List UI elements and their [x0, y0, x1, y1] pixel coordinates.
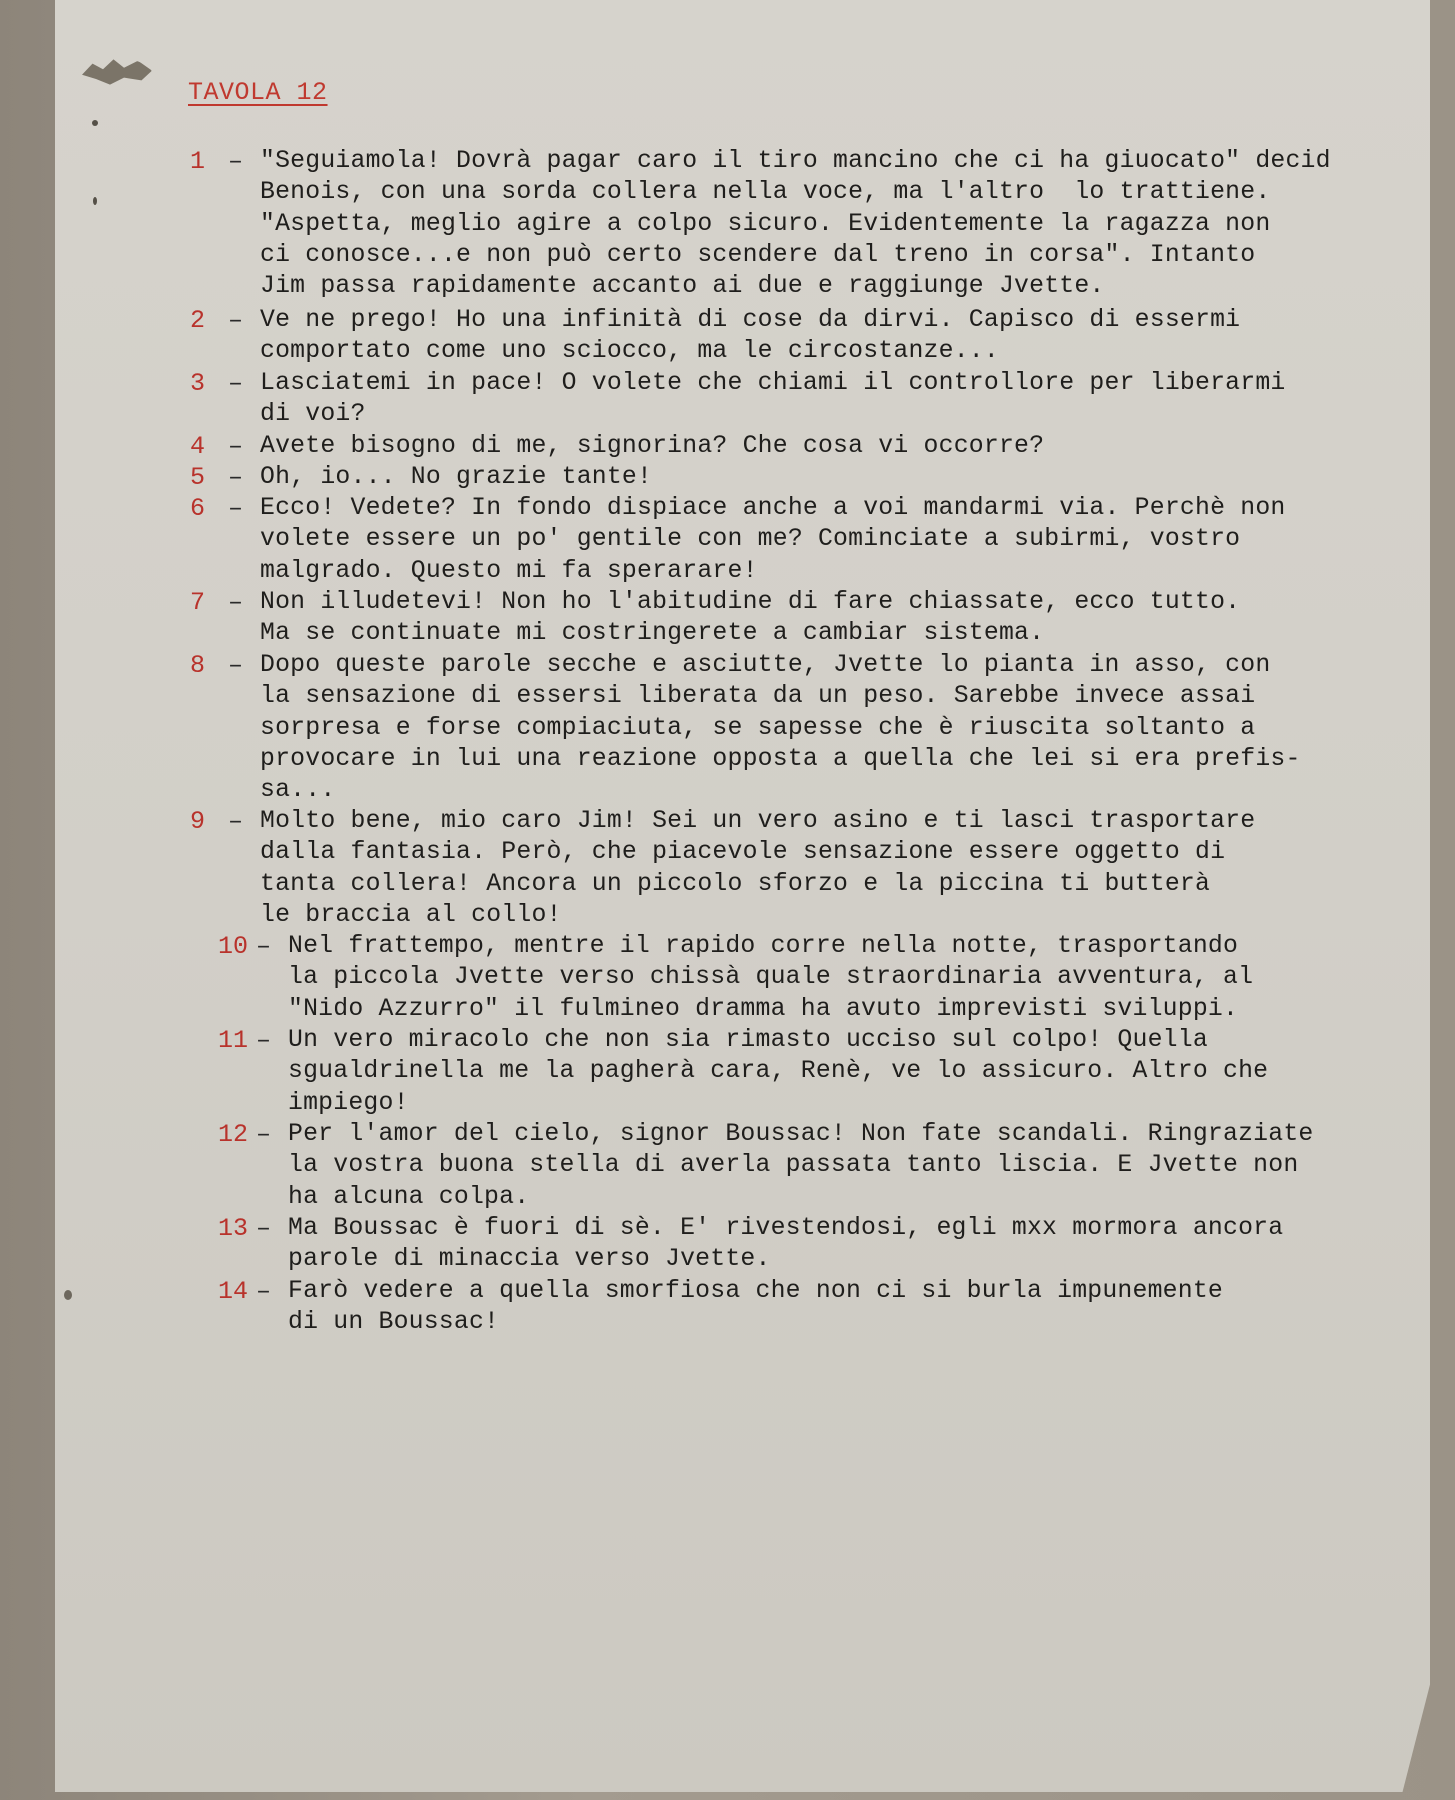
item-number: 5 [190, 463, 206, 492]
item-text [260, 146, 1331, 302]
text-line: dalla fantasia. Però, che piacevole sensazione essere oggetto di [260, 838, 1226, 867]
item-number: 2 [190, 306, 206, 335]
item-text [260, 368, 1285, 431]
item-number: 8 [190, 651, 206, 680]
text-line: Oh, io... No grazie tante! [260, 463, 653, 491]
text-line: Jim passa rapidamente accanto ai due e raggiunge Jvette. [260, 272, 1105, 301]
item-text [288, 1025, 1268, 1119]
item-dash: – [256, 1026, 272, 1055]
item-text [260, 305, 1240, 368]
text-line: ha alcuna colpa. [288, 1182, 530, 1211]
item-text [288, 931, 1253, 1025]
text-line: tanta collera! Ancora un piccolo sforzo e la piccina ti butterà [260, 869, 1211, 898]
text-line: sa... [260, 776, 336, 805]
text-line: Ecco! Vedete? In fondo dispiace anche a voi mandarmi via. Perchè non [260, 494, 1286, 522]
item-number: 3 [190, 369, 206, 398]
text-line: comportato come uno sciocco, ma le circostanze... [260, 337, 999, 366]
item-dash: – [228, 494, 244, 523]
item-text [288, 1276, 1223, 1339]
item-dash: – [228, 651, 244, 680]
text-line: Nel frattempo, mentre il rapido corre nella notte, trasportando [288, 932, 1239, 960]
text-line: impiego! [288, 1088, 409, 1117]
text-line: parole di minaccia verso Jvette. [288, 1245, 771, 1274]
staple-hole-mark [64, 1290, 72, 1300]
item-dash: – [228, 588, 244, 617]
text-line: Farò vedere a quella smorfiosa che non ci si burla impunemente [288, 1277, 1223, 1305]
item-text [260, 587, 1240, 650]
item-dash: – [228, 369, 244, 398]
item-number: 11 [218, 1026, 249, 1055]
text-line: la sensazione di essersi liberata da un peso. Sarebbe invece assai [260, 682, 1256, 711]
item-number: 14 [218, 1277, 249, 1306]
text-line: malgrado. Questo mi fa sperarare! [260, 556, 758, 585]
text-line: la piccola Jvette verso chissà quale straordinaria avventura, al [288, 963, 1254, 992]
staple-hole-mark [92, 120, 98, 126]
item-number: 9 [190, 807, 206, 836]
page-title: TAVOLA 12 [188, 78, 328, 107]
text-line: provocare in lui una reazione opposta a quella che lei si era prefis- [260, 744, 1301, 773]
text-line: Lasciatemi in pace! O volete che chiami il controllore per liberarmi [260, 369, 1286, 397]
item-text [288, 1213, 1283, 1276]
text-line: Non illudetevi! Non ho l'abitudine di fare chiassate, ecco tutto. [260, 588, 1241, 616]
item-dash: – [228, 306, 244, 335]
item-number: 13 [218, 1214, 249, 1243]
text-line: Molto bene, mio caro Jim! Sei un vero asino e ti lasci trasportare [260, 807, 1256, 835]
item-dash: – [256, 1277, 272, 1306]
item-number: 10 [218, 932, 249, 961]
text-line: Avete bisogno di me, signorina? Che cosa vi occorre? [260, 432, 1045, 460]
item-dash: – [256, 1214, 272, 1243]
item-dash: – [228, 147, 244, 176]
item-text [260, 650, 1301, 806]
text-line: la vostra buona stella di averla passata tanto liscia. E Jvette non [288, 1151, 1299, 1180]
item-text [260, 806, 1255, 931]
item-number: 12 [218, 1120, 249, 1149]
item-number: 6 [190, 494, 206, 523]
text-line: di voi? [260, 400, 366, 429]
item-text [260, 431, 1044, 462]
text-line: ci conosce...e non può certo scendere dal treno in corsa". Intanto [260, 240, 1256, 269]
item-dash: – [228, 432, 244, 461]
item-number: 4 [190, 432, 206, 461]
item-number: 7 [190, 588, 206, 617]
text-line: "Seguiamola! Dovrà pagar caro il tiro mancino che ci ha giuocato" decid [260, 147, 1331, 175]
item-dash: – [256, 932, 272, 961]
item-number: 1 [190, 147, 206, 176]
item-dash: – [228, 807, 244, 836]
item-text [260, 462, 652, 493]
text-line: di un Boussac! [288, 1308, 500, 1337]
text-line: sorpresa e forse compiaciuta, se sapesse che è riuscita soltanto a [260, 713, 1256, 742]
text-line: Per l'amor del cielo, signor Boussac! Non fate scandali. Ringraziate [288, 1120, 1314, 1148]
text-line: "Nido Azzurro" il fulmineo dramma ha avuto imprevisti sviluppi. [288, 994, 1239, 1023]
text-line: Benois, con una sorda collera nella voce, ma l'altro lo trattiene. [260, 178, 1271, 207]
item-text [260, 493, 1285, 587]
item-dash: – [228, 463, 244, 492]
text-line: "Aspetta, meglio agire a colpo sicuro. Evidentemente la ragazza non [260, 209, 1271, 238]
item-text [288, 1119, 1313, 1213]
text-line: le braccia al collo! [260, 900, 562, 929]
text-line: Ma Boussac è fuori di sè. E' rivestendosi, egli mxx mormora ancora [288, 1214, 1284, 1242]
text-line: sgualdrinella me la pagherà cara, Renè, ve lo assicuro. Altro che [288, 1057, 1269, 1086]
text-line: Ve ne prego! Ho una infinità di cose da dirvi. Capisco di essermi [260, 306, 1241, 334]
item-dash: – [256, 1120, 272, 1149]
staple-hole-mark [93, 197, 97, 205]
text-line: Dopo queste parole secche e asciutte, Jvette lo pianta in asso, con [260, 651, 1271, 679]
text-line: Un vero miracolo che non sia rimasto ucciso sul colpo! Quella [288, 1026, 1208, 1054]
text-line: Ma se continuate mi costringerete a cambiar sistema. [260, 619, 1045, 648]
text-line: volete essere un po' gentile con me? Cominciate a subirmi, vostro [260, 525, 1241, 554]
